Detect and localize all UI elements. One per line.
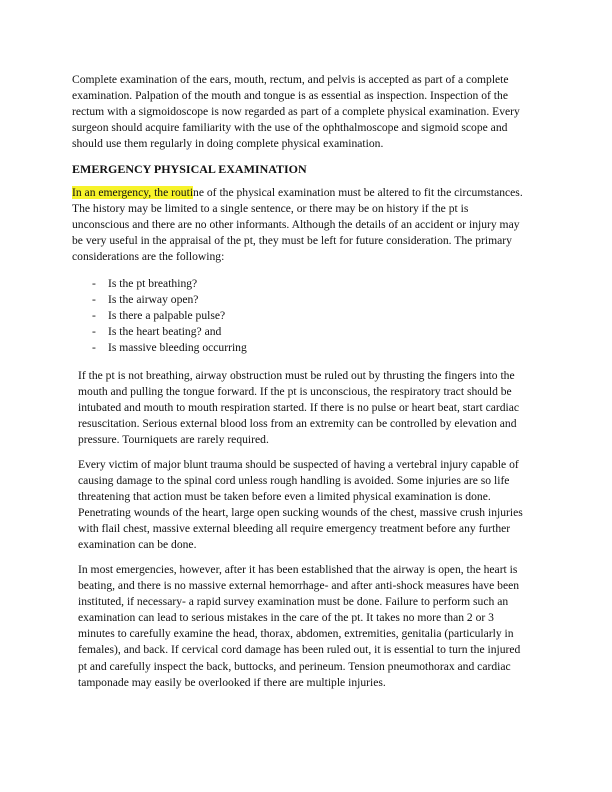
list-item-text: Is massive bleeding occurring: [108, 341, 247, 355]
text-line: should use them regularly in doing complete physical examination.: [72, 137, 384, 151]
bullet-dash: -: [92, 293, 96, 307]
text-line: be very useful in the appraisal of the pt, they must be left for future consideration. The primary: [72, 234, 512, 248]
text-line: Every victim of major blunt trauma should be suspected of having a vertebral injury capable of: [78, 458, 519, 471]
paragraph-2: [72, 185, 552, 265]
text-line: instituted, if necessary- a rapid survey examination must be done. Failure to perform such an: [78, 595, 509, 609]
list-item-text: Is the pt breathing?: [108, 277, 198, 290]
text-line: pt and carefully inspect the back, buttocks, and perineum. Tension pneumothorax and cardiac: [78, 659, 511, 673]
bullet-list: [92, 276, 247, 356]
text-line: with flail chest, massive external bleeding all require emergency treatment before any further: [78, 522, 511, 536]
text-line: tamponade may easily be overlooked if there are multiple injuries.: [78, 675, 386, 689]
text-line: females), and back. If cervical cord damage has been ruled out, it is essential to turn the injured: [78, 643, 521, 657]
text-line: examination can be done.: [78, 538, 197, 552]
text-line: The history may be limited to a single sentence, or there may be on history if the pt is: [72, 202, 469, 216]
text-line: unconscious and there are no other informants. Although the details of an accident or injury may: [72, 218, 520, 232]
list-item-text: Is the heart beating? and: [108, 325, 222, 339]
text-line: examination. Palpation of the mouth and tongue is as essential as inspection. Inspection of the: [72, 89, 508, 103]
section-heading: EMERGENCY PHYSICAL EXAMINATION: [72, 162, 307, 176]
text-line: threatening that action must be taken before even a limited physical examination is done.: [78, 490, 491, 504]
text-line: rectum with a sigmoidoscope is now regarded as part of a complete physical examination. Every: [72, 105, 520, 119]
list-item: [92, 324, 247, 340]
highlighted-text: In an emergency, the routi: [72, 186, 194, 199]
paragraph-2-rest: [72, 201, 552, 265]
bullet-dash: -: [92, 277, 96, 290]
text-line: considerations are the following:: [72, 250, 225, 264]
text-line: intubated and mouth to mouth respiration started. If there is no pulse or heart beat, start cardiac: [78, 401, 520, 415]
bullet-dash: -: [92, 325, 96, 339]
paragraph-1: [72, 72, 552, 152]
text-line: Penetrating wounds of the heart, large open sucking wounds of the chest, massive crush injuries: [78, 506, 523, 520]
text-line: pressure. Tourniquets are rarely required.: [78, 433, 269, 447]
bullet-dash: -: [92, 341, 96, 355]
text-line: resuscitation. Serious external blood loss from an extremity can be controlled by elevation and: [78, 417, 517, 431]
list-item-text: Is there a palpable pulse?: [108, 309, 226, 323]
list-item: [92, 292, 247, 308]
text-line: examination can lead to serious mistakes in the care of the pt. It takes no more than 2 or 3: [78, 611, 494, 625]
text-line: Complete examination of the ears, mouth, rectum, and pelvis is accepted as part of a complete: [72, 73, 509, 86]
text-line: In most emergencies, however, after it has been established that the airway is open, the heart is: [78, 563, 518, 576]
text-line: beating, and there is no massive external hemorrhage- and after anti-shock measures have been: [78, 579, 520, 593]
paragraph-5: [78, 562, 558, 691]
paragraph-3: [78, 368, 558, 448]
list-item-text: Is the airway open?: [108, 293, 199, 307]
list-item: [92, 276, 247, 292]
text-line: mouth and pulling the tongue forward. If the pt is unconscious, the respiratory tract should be: [78, 385, 512, 399]
text-line: surgeon should acquire familiarity with the use of the ophthalmoscope and sigmoid scope and: [72, 121, 508, 135]
paragraph-2-first-line: In an emergency, the routine of the physical examination must be altered to fit the circumstances.: [72, 186, 523, 199]
bullet-dash: -: [92, 309, 96, 323]
list-item: [92, 308, 247, 324]
list-item: [92, 340, 247, 356]
text-line: causing damage to the spinal cord unless rough handling is avoided. Some injuries are so life: [78, 474, 510, 488]
text-line: If the pt is not breathing, airway obstruction must be ruled out by thrusting the fingers into the: [78, 369, 515, 382]
text-line: minutes to carefully examine the head, thorax, abdomen, extremities, genitalia (particularly in: [78, 627, 514, 641]
paragraph-4: [78, 457, 558, 554]
